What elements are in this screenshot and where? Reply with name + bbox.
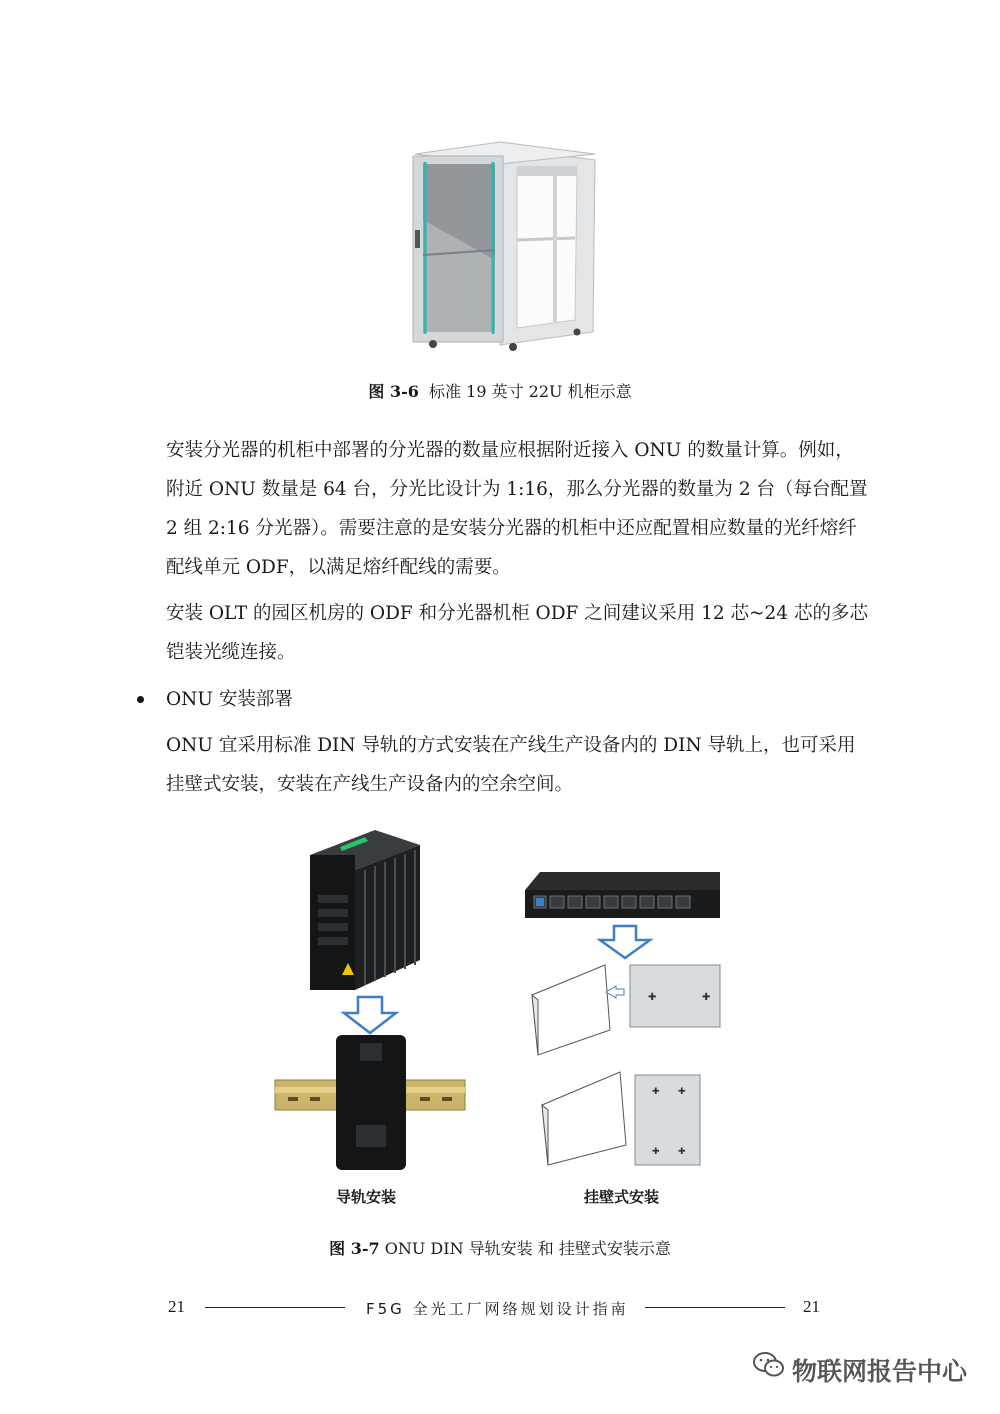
wall-mount-label: 挂壁式安装 <box>584 1188 660 1206</box>
svg-text:✚: ✚ <box>702 992 711 1003</box>
svg-text:✚: ✚ <box>652 1087 660 1097</box>
cabinet-figure <box>405 140 600 355</box>
text-line: 2 组 2:16 分光器）。需要注意的是安装分光器的机柜中还应配置相应数量的光纤熔纤 <box>166 518 857 539</box>
figure-3-7-caption <box>0 1236 1000 1259</box>
paragraph-splitter-count <box>166 431 896 587</box>
watermark-text: 物联网报告中心 <box>792 1357 968 1386</box>
text-line: 铠装光缆连接。 <box>166 642 296 663</box>
text-line: ONU 宜采用标准 DIN 导轨的方式安装在产线生产设备内的 DIN 导轨上，也可采用 <box>166 735 856 756</box>
bullet-heading <box>166 680 896 719</box>
din-rail-figure <box>270 825 470 1175</box>
text-line: 挂壁式安装，安装在产线生产设备内的空余空间。 <box>166 774 574 795</box>
paragraph-onu-install <box>166 726 896 804</box>
caption-number: 图 3-6 <box>368 382 419 401</box>
svg-text:✚: ✚ <box>678 1087 686 1097</box>
din-rail-label: 导轨安装 <box>336 1188 397 1206</box>
bullet-label: ONU 安装部署 <box>166 689 293 710</box>
page-number-right: 21 <box>803 1297 820 1316</box>
svg-text:✚: ✚ <box>678 1147 686 1157</box>
footer-rule-left <box>205 1307 345 1308</box>
footer-rule-right <box>645 1307 785 1308</box>
caption-text: 标准 19 英寸 22U 机柜示意 <box>429 382 632 401</box>
svg-text:✚: ✚ <box>648 992 657 1003</box>
text-line: 附近 ONU 数量是 64 台，分光比设计为 1:16，那么分光器的数量为 2 台（每台配置 <box>166 479 868 500</box>
caption-number: 图 3-7 <box>329 1239 380 1258</box>
figure-3-6-caption <box>0 379 1000 402</box>
text-line: 安装分光器的机柜中部署的分光器的数量应根据附近接入 ONU 的数量计算。例如， <box>166 440 854 461</box>
wechat-icon <box>752 1351 786 1383</box>
paragraph-odf-cable <box>166 594 896 672</box>
wall-mount-figure <box>520 860 730 1175</box>
page-number-left: 21 <box>168 1297 185 1316</box>
svg-text:✚: ✚ <box>652 1147 660 1157</box>
bullet-dot <box>137 696 144 703</box>
text-line: 安装 OLT 的园区机房的 ODF 和分光器机柜 ODF 之间建议采用 12 芯~24 芯的多芯 <box>166 603 868 624</box>
footer-title: F5G 全光工厂网络规划设计指南 <box>366 1300 629 1318</box>
text-line: 配线单元 ODF，以满足熔纤配线的需要。 <box>166 557 511 578</box>
caption-text: ONU DIN 导轨安装 和 挂壁式安装示意 <box>384 1239 671 1258</box>
